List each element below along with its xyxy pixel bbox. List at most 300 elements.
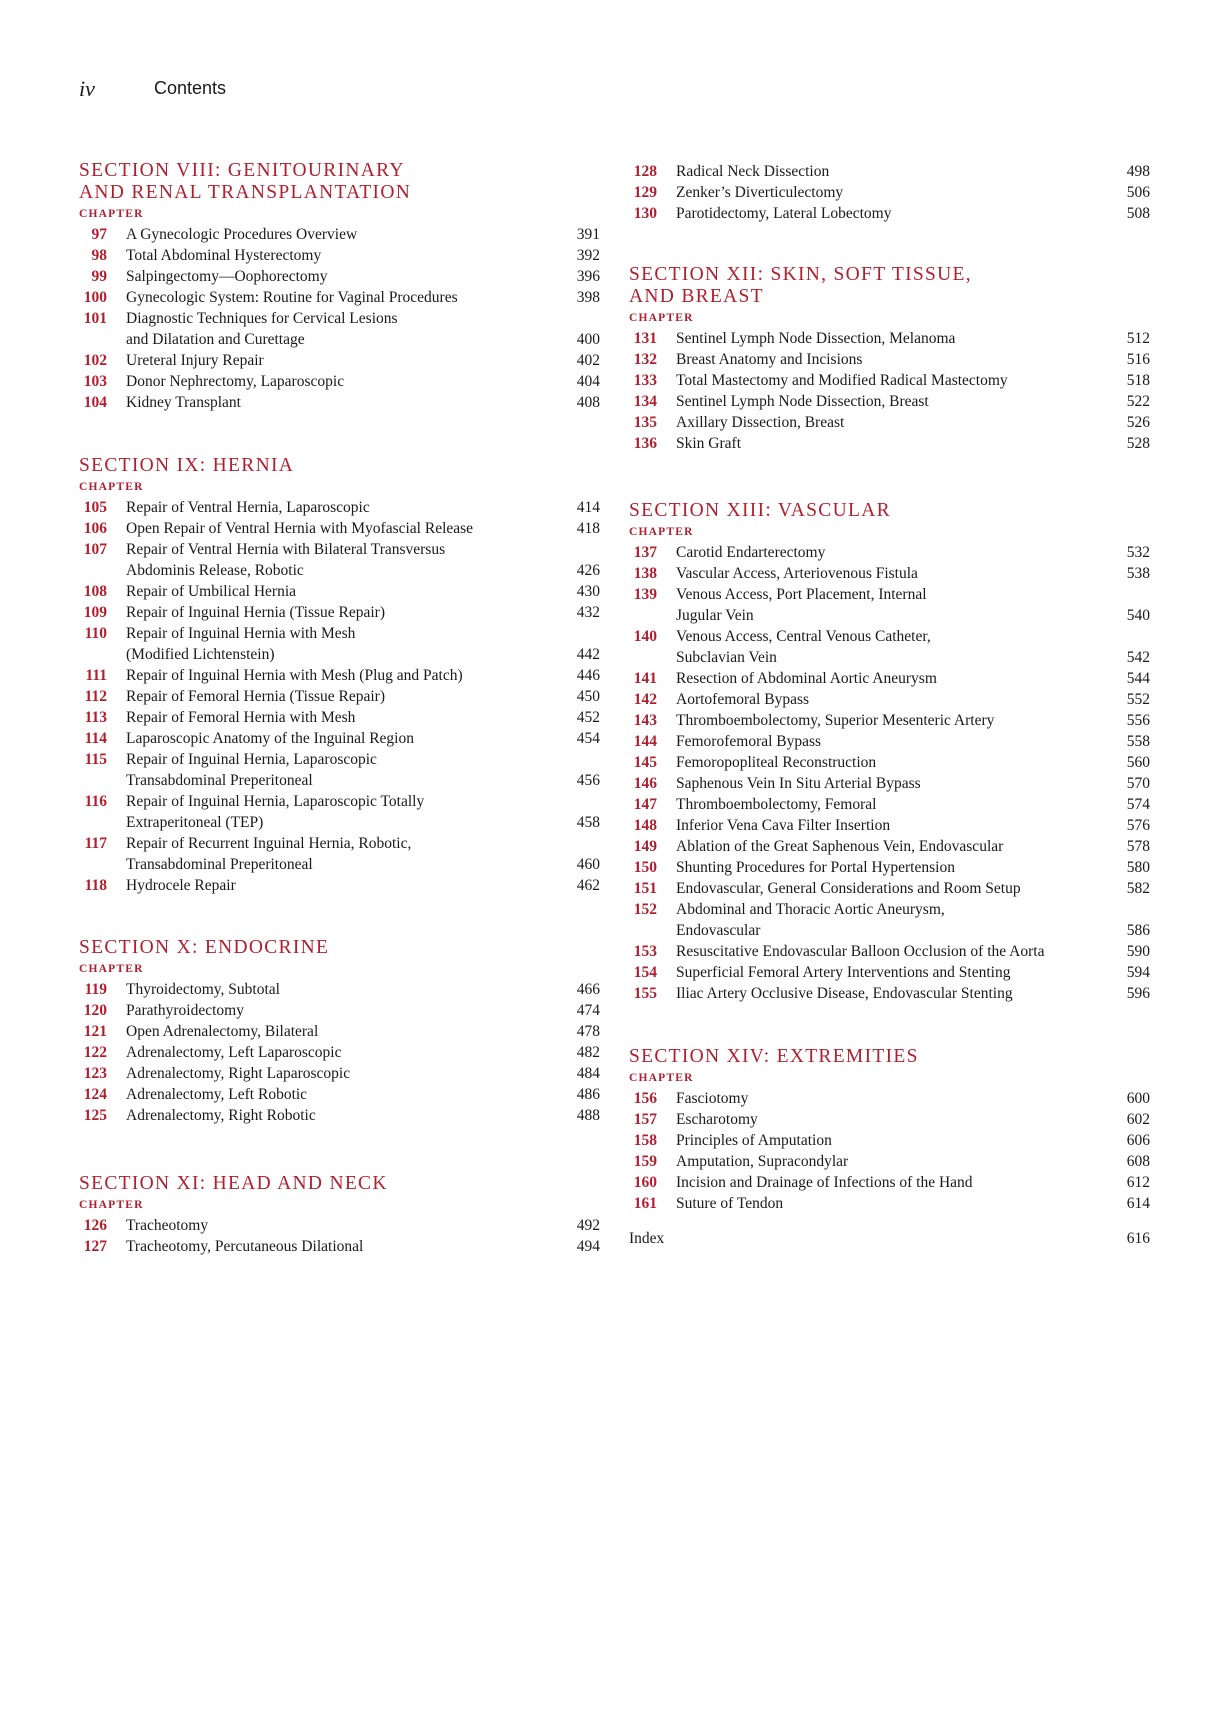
chapter-number: 136 — [633, 435, 657, 452]
page-number: 570 — [1126, 775, 1150, 792]
chapter-title-line: Femoropopliteal Reconstruction — [676, 754, 877, 771]
chapter-title-line: Repair of Inguinal Hernia, Laparoscopic Totally — [126, 793, 425, 810]
chapter-title — [676, 899, 1090, 941]
chapter-title-line: Adrenalectomy, Left Laparoscopic — [126, 1044, 342, 1061]
page-number: 552 — [1126, 691, 1150, 708]
chapter-number: 153 — [633, 943, 657, 960]
chapter-title-line: Tracheotomy — [126, 1217, 209, 1234]
page-number: 582 — [1126, 880, 1150, 897]
chapter-number: 125 — [83, 1107, 107, 1124]
chapter-title — [676, 391, 1090, 412]
chapter-title-line: Abdominal and Thoracic Aortic Aneurysm, — [676, 901, 945, 918]
chapter-label: CHAPTER — [629, 312, 694, 324]
chapter-title — [676, 1151, 1090, 1172]
chapter-title — [126, 1105, 540, 1126]
chapter-number: 127 — [83, 1238, 107, 1255]
page-number: 518 — [1126, 372, 1150, 389]
chapter-title — [126, 518, 540, 539]
page-number: 414 — [576, 499, 600, 516]
page-number: 392 — [576, 247, 600, 264]
page-number: 576 — [1126, 817, 1150, 834]
section-heading-line: AND BREAST — [629, 286, 764, 307]
page-number: 522 — [1126, 393, 1150, 410]
chapter-title-line: Fasciotomy — [676, 1090, 749, 1107]
chapter-title-line: Total Abdominal Hysterectomy — [126, 247, 322, 264]
toc-entry[interactable] — [79, 350, 600, 371]
page-number: 608 — [1126, 1153, 1150, 1170]
chapter-number: 161 — [633, 1195, 657, 1212]
chapter-number: 132 — [633, 351, 657, 368]
page-number: 456 — [576, 772, 600, 789]
chapter-title-line: Sentinel Lymph Node Dissection, Breast — [676, 393, 929, 410]
chapter-title — [676, 433, 1090, 454]
page-number: 492 — [576, 1217, 600, 1234]
chapter-number: 157 — [633, 1111, 657, 1128]
page-number: 578 — [1126, 838, 1150, 855]
toc-entry[interactable] — [629, 584, 1150, 626]
chapter-title-line: Parathyroidectomy — [126, 1002, 244, 1019]
chapter-title — [676, 1088, 1090, 1109]
chapter-title — [676, 542, 1090, 563]
chapter-title — [126, 245, 540, 266]
section-heading — [629, 1046, 1150, 1068]
chapter-title-line: Total Mastectomy and Modified Radical Mastectomy — [676, 372, 1008, 389]
chapter-title-line: Abdominis Release, Robotic — [126, 562, 304, 579]
page-number: 458 — [576, 814, 600, 831]
chapter-number: 105 — [83, 499, 107, 516]
chapter-title — [676, 689, 1090, 710]
toc-entry[interactable] — [629, 182, 1150, 203]
chapter-title — [676, 412, 1090, 433]
chapter-title-line: Saphenous Vein In Situ Arterial Bypass — [676, 775, 921, 792]
chapter-number: 146 — [633, 775, 657, 792]
toc-entry[interactable] — [629, 1130, 1150, 1151]
toc-entry[interactable] — [629, 752, 1150, 773]
chapter-number: 135 — [633, 414, 657, 431]
chapter-number: 159 — [633, 1153, 657, 1170]
section-heading-line: SECTION XIII: VASCULAR — [629, 500, 891, 521]
index-label: Index — [629, 1230, 665, 1247]
chapter-title — [676, 773, 1090, 794]
toc-entry[interactable] — [629, 962, 1150, 983]
chapter-title-line: Subclavian Vein — [676, 649, 777, 666]
chapter-number: 104 — [83, 394, 107, 411]
chapter-title — [676, 815, 1090, 836]
chapter-number: 158 — [633, 1132, 657, 1149]
chapter-number: 111 — [85, 667, 107, 684]
chapter-number: 99 — [91, 268, 107, 285]
chapter-title — [676, 182, 1090, 203]
chapter-title-line: Radical Neck Dissection — [676, 163, 830, 180]
chapter-number: 100 — [83, 289, 107, 306]
page-number: 450 — [576, 688, 600, 705]
toc-entry[interactable] — [79, 602, 600, 623]
page-number: 426 — [576, 562, 600, 579]
toc-entry[interactable] — [629, 370, 1150, 391]
chapter-title — [676, 857, 1090, 878]
toc-entry[interactable] — [629, 941, 1150, 962]
toc-entry[interactable] — [629, 328, 1150, 349]
chapter-title — [126, 1236, 540, 1257]
page-number: 612 — [1126, 1174, 1150, 1191]
chapter-title-line: Resection of Abdominal Aortic Aneurysm — [676, 670, 937, 687]
toc-entry[interactable] — [79, 245, 600, 266]
chapter-title — [676, 1130, 1090, 1151]
chapter-title-line: and Dilatation and Curettage — [126, 331, 305, 348]
toc-section — [79, 160, 600, 413]
chapter-number: 149 — [633, 838, 657, 855]
chapter-number: 140 — [633, 628, 657, 645]
chapter-title — [126, 1084, 540, 1105]
page-number: 430 — [576, 583, 600, 600]
toc-entry[interactable] — [79, 979, 600, 1000]
toc-entry[interactable] — [629, 878, 1150, 899]
page-number: 498 — [1126, 163, 1150, 180]
chapter-label: CHAPTER — [79, 208, 144, 220]
chapter-title-line: Adrenalectomy, Left Robotic — [126, 1086, 308, 1103]
chapter-title-line: Repair of Ventral Hernia with Bilateral Transversus — [126, 541, 446, 558]
section-heading — [79, 937, 600, 959]
section-heading — [79, 455, 600, 477]
chapter-number: 108 — [83, 583, 107, 600]
chapter-number: 97 — [91, 226, 107, 243]
chapter-number: 113 — [84, 709, 107, 726]
toc-entry[interactable] — [629, 203, 1150, 224]
page-number: 508 — [1126, 205, 1150, 222]
section-heading-line: SECTION VIII: GENITOURINARY — [79, 160, 405, 181]
chapter-title — [676, 731, 1090, 752]
chapter-title — [126, 875, 540, 896]
chapter-number: 155 — [633, 985, 657, 1002]
toc-entry[interactable] — [629, 1151, 1150, 1172]
chapter-number: 126 — [83, 1217, 107, 1234]
chapter-label: CHAPTER — [79, 481, 144, 493]
toc-section — [79, 455, 600, 896]
running-title: Contents — [154, 78, 227, 98]
chapter-number: 106 — [83, 520, 107, 537]
toc-entry[interactable] — [629, 626, 1150, 668]
chapter-title-line: Adrenalectomy, Right Laparoscopic — [126, 1065, 351, 1082]
chapter-title — [126, 581, 540, 602]
page-number: 482 — [576, 1044, 600, 1061]
toc-entry[interactable] — [79, 266, 600, 287]
chapter-title-line: Repair of Femoral Hernia with Mesh — [126, 709, 356, 726]
chapter-title-line: Iliac Artery Occlusive Disease, Endovascular Stenting — [676, 985, 1013, 1002]
toc-entry[interactable] — [79, 539, 600, 581]
toc-entry[interactable] — [79, 707, 600, 728]
toc-section — [629, 264, 1150, 454]
chapter-title-line: Ablation of the Great Saphenous Vein, Endovascular — [676, 838, 1004, 855]
page-number: 484 — [576, 1065, 600, 1082]
index-page-number: 616 — [1126, 1230, 1150, 1247]
chapter-title — [676, 161, 1090, 182]
toc-entry[interactable] — [79, 686, 600, 707]
toc-entry[interactable] — [79, 1215, 600, 1236]
toc-entry[interactable] — [629, 349, 1150, 370]
toc-entry[interactable] — [79, 791, 600, 833]
chapter-title — [126, 287, 540, 308]
chapter-title — [126, 707, 540, 728]
page-number: 540 — [1126, 607, 1150, 624]
chapter-title — [126, 1042, 540, 1063]
toc-entry[interactable] — [79, 1063, 600, 1084]
page-number: 606 — [1126, 1132, 1150, 1149]
toc-entry[interactable] — [629, 542, 1150, 563]
index-entry[interactable] — [629, 1228, 1150, 1249]
section-heading-line: SECTION IX: HERNIA — [79, 455, 295, 476]
toc-entry[interactable] — [79, 224, 600, 245]
chapter-label: CHAPTER — [79, 1199, 144, 1211]
page-number: 391 — [576, 226, 600, 243]
chapter-title — [126, 1215, 540, 1236]
chapter-number: 123 — [83, 1065, 107, 1082]
chapter-title-line: Thromboembolectomy, Femoral — [676, 796, 877, 813]
page-number: 486 — [576, 1086, 600, 1103]
chapter-title-line: Repair of Inguinal Hernia (Tissue Repair) — [126, 604, 385, 621]
page-number: 494 — [576, 1238, 600, 1255]
chapter-title-line: Repair of Ventral Hernia, Laparoscopic — [126, 499, 370, 516]
chapter-title-line: Repair of Umbilical Hernia — [126, 583, 297, 600]
chapter-title — [126, 665, 540, 686]
chapter-number: 134 — [633, 393, 657, 410]
chapter-title-line: Venous Access, Port Placement, Internal — [676, 586, 927, 603]
toc-entry[interactable] — [79, 665, 600, 686]
chapter-number: 144 — [633, 733, 657, 750]
chapter-title — [126, 224, 540, 245]
chapter-number: 154 — [633, 964, 657, 981]
chapter-title-line: Open Repair of Ventral Hernia with Myofascial Release — [126, 520, 474, 537]
chapter-title — [676, 752, 1090, 773]
chapter-title — [676, 1193, 1090, 1214]
toc-entry[interactable] — [79, 623, 600, 665]
chapter-number: 102 — [83, 352, 107, 369]
toc-entry[interactable] — [629, 1109, 1150, 1130]
chapter-title-line: Escharotomy — [676, 1111, 758, 1128]
section-heading — [629, 500, 1150, 522]
page-number: 614 — [1126, 1195, 1150, 1212]
chapter-title — [126, 833, 540, 875]
chapter-title — [126, 749, 540, 791]
chapter-number: 138 — [633, 565, 657, 582]
toc-entry[interactable] — [629, 731, 1150, 752]
section-heading-line: SECTION XI: HEAD AND NECK — [79, 1173, 388, 1194]
chapter-title — [676, 203, 1090, 224]
section-heading-line: SECTION X: ENDOCRINE — [79, 937, 330, 958]
toc-entry[interactable] — [629, 794, 1150, 815]
page-number: 538 — [1126, 565, 1150, 582]
chapter-title-line: Jugular Vein — [676, 607, 754, 624]
chapter-title-line: Aortofemoral Bypass — [676, 691, 810, 708]
chapter-title-line: Tracheotomy, Percutaneous Dilational — [126, 1238, 364, 1255]
toc-entry[interactable] — [629, 983, 1150, 1004]
chapter-title-line: Axillary Dissection, Breast — [676, 414, 845, 431]
toc-section — [79, 937, 600, 1126]
chapter-title — [126, 728, 540, 749]
chapter-number: 124 — [83, 1086, 107, 1103]
toc-entry[interactable] — [629, 773, 1150, 794]
toc-entry[interactable] — [79, 308, 600, 350]
chapter-number: 152 — [633, 901, 657, 918]
section-heading — [629, 264, 1150, 308]
chapter-number: 120 — [83, 1002, 107, 1019]
toc-entry[interactable] — [629, 899, 1150, 941]
chapter-number: 98 — [91, 247, 107, 264]
page-number: 544 — [1126, 670, 1150, 687]
toc-entry[interactable] — [79, 833, 600, 875]
page-number: 462 — [576, 877, 600, 894]
section-heading — [79, 1173, 600, 1195]
chapter-title — [126, 602, 540, 623]
chapter-label: CHAPTER — [79, 963, 144, 975]
chapter-title — [676, 626, 1090, 668]
toc-entry[interactable] — [629, 412, 1150, 433]
toc-entry[interactable] — [629, 710, 1150, 731]
chapter-title-line: Resuscitative Endovascular Balloon Occlusion of the Aorta — [676, 943, 1045, 960]
toc-entry[interactable] — [629, 1088, 1150, 1109]
chapter-title-line: Repair of Recurrent Inguinal Hernia, Robotic, — [126, 835, 412, 852]
chapter-title — [126, 539, 540, 581]
toc-entry[interactable] — [79, 875, 600, 896]
chapter-title — [676, 668, 1090, 689]
chapter-title-line: Endovascular, General Considerations and Room Setup — [676, 880, 1021, 897]
page-number: 442 — [576, 646, 600, 663]
toc-entry[interactable] — [79, 497, 600, 518]
page-number: 488 — [576, 1107, 600, 1124]
toc-entry[interactable] — [79, 392, 600, 413]
toc-entry[interactable] — [79, 581, 600, 602]
toc-entry[interactable] — [629, 391, 1150, 412]
chapter-title-line: Thromboembolectomy, Superior Mesenteric Artery — [676, 712, 995, 729]
page-number: 556 — [1126, 712, 1150, 729]
chapter-title-line: (Modified Lichtenstein) — [126, 646, 275, 663]
chapter-title-line: Hydrocele Repair — [126, 877, 236, 894]
page-number: 446 — [576, 667, 600, 684]
toc-entry[interactable] — [79, 518, 600, 539]
page-number: 402 — [576, 352, 600, 369]
chapter-title — [676, 584, 1090, 626]
toc-section — [629, 500, 1150, 1004]
chapter-title-line: Parotidectomy, Lateral Lobectomy — [676, 205, 892, 222]
page-number: 398 — [576, 289, 600, 306]
chapter-title — [676, 710, 1090, 731]
chapter-number: 103 — [83, 373, 107, 390]
page-number: 478 — [576, 1023, 600, 1040]
page-number: 418 — [576, 520, 600, 537]
page-number: 532 — [1126, 544, 1150, 561]
page-number: 516 — [1126, 351, 1150, 368]
chapter-title-line: Extraperitoneal (TEP) — [126, 814, 264, 831]
chapter-title-line: Femorofemoral Bypass — [676, 733, 822, 750]
toc-entry[interactable] — [629, 668, 1150, 689]
chapter-number: 109 — [83, 604, 107, 621]
page-number: 526 — [1126, 414, 1150, 431]
chapter-number: 145 — [633, 754, 657, 771]
toc-entry[interactable] — [79, 1236, 600, 1257]
chapter-title-line: Breast Anatomy and Incisions — [676, 351, 863, 368]
toc-entry[interactable] — [629, 433, 1150, 454]
toc-entry[interactable] — [79, 1021, 600, 1042]
toc-entry[interactable] — [629, 689, 1150, 710]
toc-entry[interactable] — [79, 287, 600, 308]
toc-entry[interactable] — [79, 1084, 600, 1105]
chapter-number: 128 — [633, 163, 657, 180]
chapter-title-line: Salpingectomy—Oophorectomy — [126, 268, 328, 285]
chapter-title-line: Gynecologic System: Routine for Vaginal Procedures — [126, 289, 458, 306]
chapter-title-line: Endovascular — [676, 922, 761, 939]
chapter-number: 117 — [84, 835, 107, 852]
toc-entry[interactable] — [79, 749, 600, 791]
toc-entry[interactable] — [629, 563, 1150, 584]
chapter-number: 129 — [633, 184, 657, 201]
section-heading-line: SECTION XIV: EXTREMITIES — [629, 1046, 919, 1067]
chapter-number: 107 — [83, 541, 107, 558]
chapter-title — [126, 371, 540, 392]
toc-entry[interactable] — [629, 836, 1150, 857]
chapter-title — [126, 979, 540, 1000]
chapter-title-line: Transabdominal Preperitoneal — [126, 772, 313, 789]
page-number: 596 — [1126, 985, 1150, 1002]
chapter-title — [126, 686, 540, 707]
page-number: 602 — [1126, 1111, 1150, 1128]
chapter-title-line: Incision and Drainage of Infections of the Hand — [676, 1174, 973, 1191]
toc-entry[interactable] — [79, 371, 600, 392]
chapter-title-line: Repair of Inguinal Hernia with Mesh (Plug and Patch) — [126, 667, 463, 684]
chapter-title-line: Zenker’s Diverticulectomy — [676, 184, 844, 201]
chapter-title — [126, 308, 540, 350]
page-number: 432 — [576, 604, 600, 621]
toc-entry[interactable] — [629, 815, 1150, 836]
toc-entry[interactable] — [629, 1172, 1150, 1193]
toc-entry[interactable] — [79, 728, 600, 749]
chapter-title-line: Repair of Inguinal Hernia, Laparoscopic — [126, 751, 377, 768]
chapter-title-line: Venous Access, Central Venous Catheter, — [676, 628, 931, 645]
chapter-number: 143 — [633, 712, 657, 729]
page-number: 474 — [576, 1002, 600, 1019]
chapter-title — [126, 1063, 540, 1084]
chapter-title — [126, 392, 540, 413]
chapter-title-line: Amputation, Supracondylar — [676, 1153, 849, 1170]
section-heading-line: SECTION XII: SKIN, SOFT TISSUE, — [629, 264, 972, 285]
chapter-title-line: Donor Nephrectomy, Laparoscopic — [126, 373, 345, 390]
page-number: 454 — [576, 730, 600, 747]
chapter-title — [676, 349, 1090, 370]
chapter-number: 101 — [83, 310, 107, 327]
toc-entry[interactable] — [629, 1193, 1150, 1214]
chapter-label: CHAPTER — [629, 526, 694, 538]
toc-entry[interactable] — [79, 1105, 600, 1126]
page-number: 560 — [1126, 754, 1150, 771]
chapter-number: 147 — [633, 796, 657, 813]
page-number: 512 — [1126, 330, 1150, 347]
toc-entry[interactable] — [79, 1042, 600, 1063]
toc-entry[interactable] — [629, 161, 1150, 182]
chapter-number: 156 — [633, 1090, 657, 1107]
chapter-title-line: Skin Graft — [676, 435, 742, 452]
page-number: 558 — [1126, 733, 1150, 750]
toc-section — [79, 1173, 600, 1257]
chapter-number: 142 — [633, 691, 657, 708]
chapter-title — [676, 836, 1090, 857]
chapter-title-line: Shunting Procedures for Portal Hypertension — [676, 859, 955, 876]
chapter-number: 131 — [633, 330, 657, 347]
toc-entry[interactable] — [629, 857, 1150, 878]
chapter-title-line: Diagnostic Techniques for Cervical Lesions — [126, 310, 398, 327]
chapter-title — [126, 1021, 540, 1042]
chapter-title-line: Principles of Amputation — [676, 1132, 832, 1149]
chapter-title-line: Open Adrenalectomy, Bilateral — [126, 1023, 319, 1040]
toc-entry[interactable] — [79, 1000, 600, 1021]
chapter-number: 141 — [633, 670, 657, 687]
